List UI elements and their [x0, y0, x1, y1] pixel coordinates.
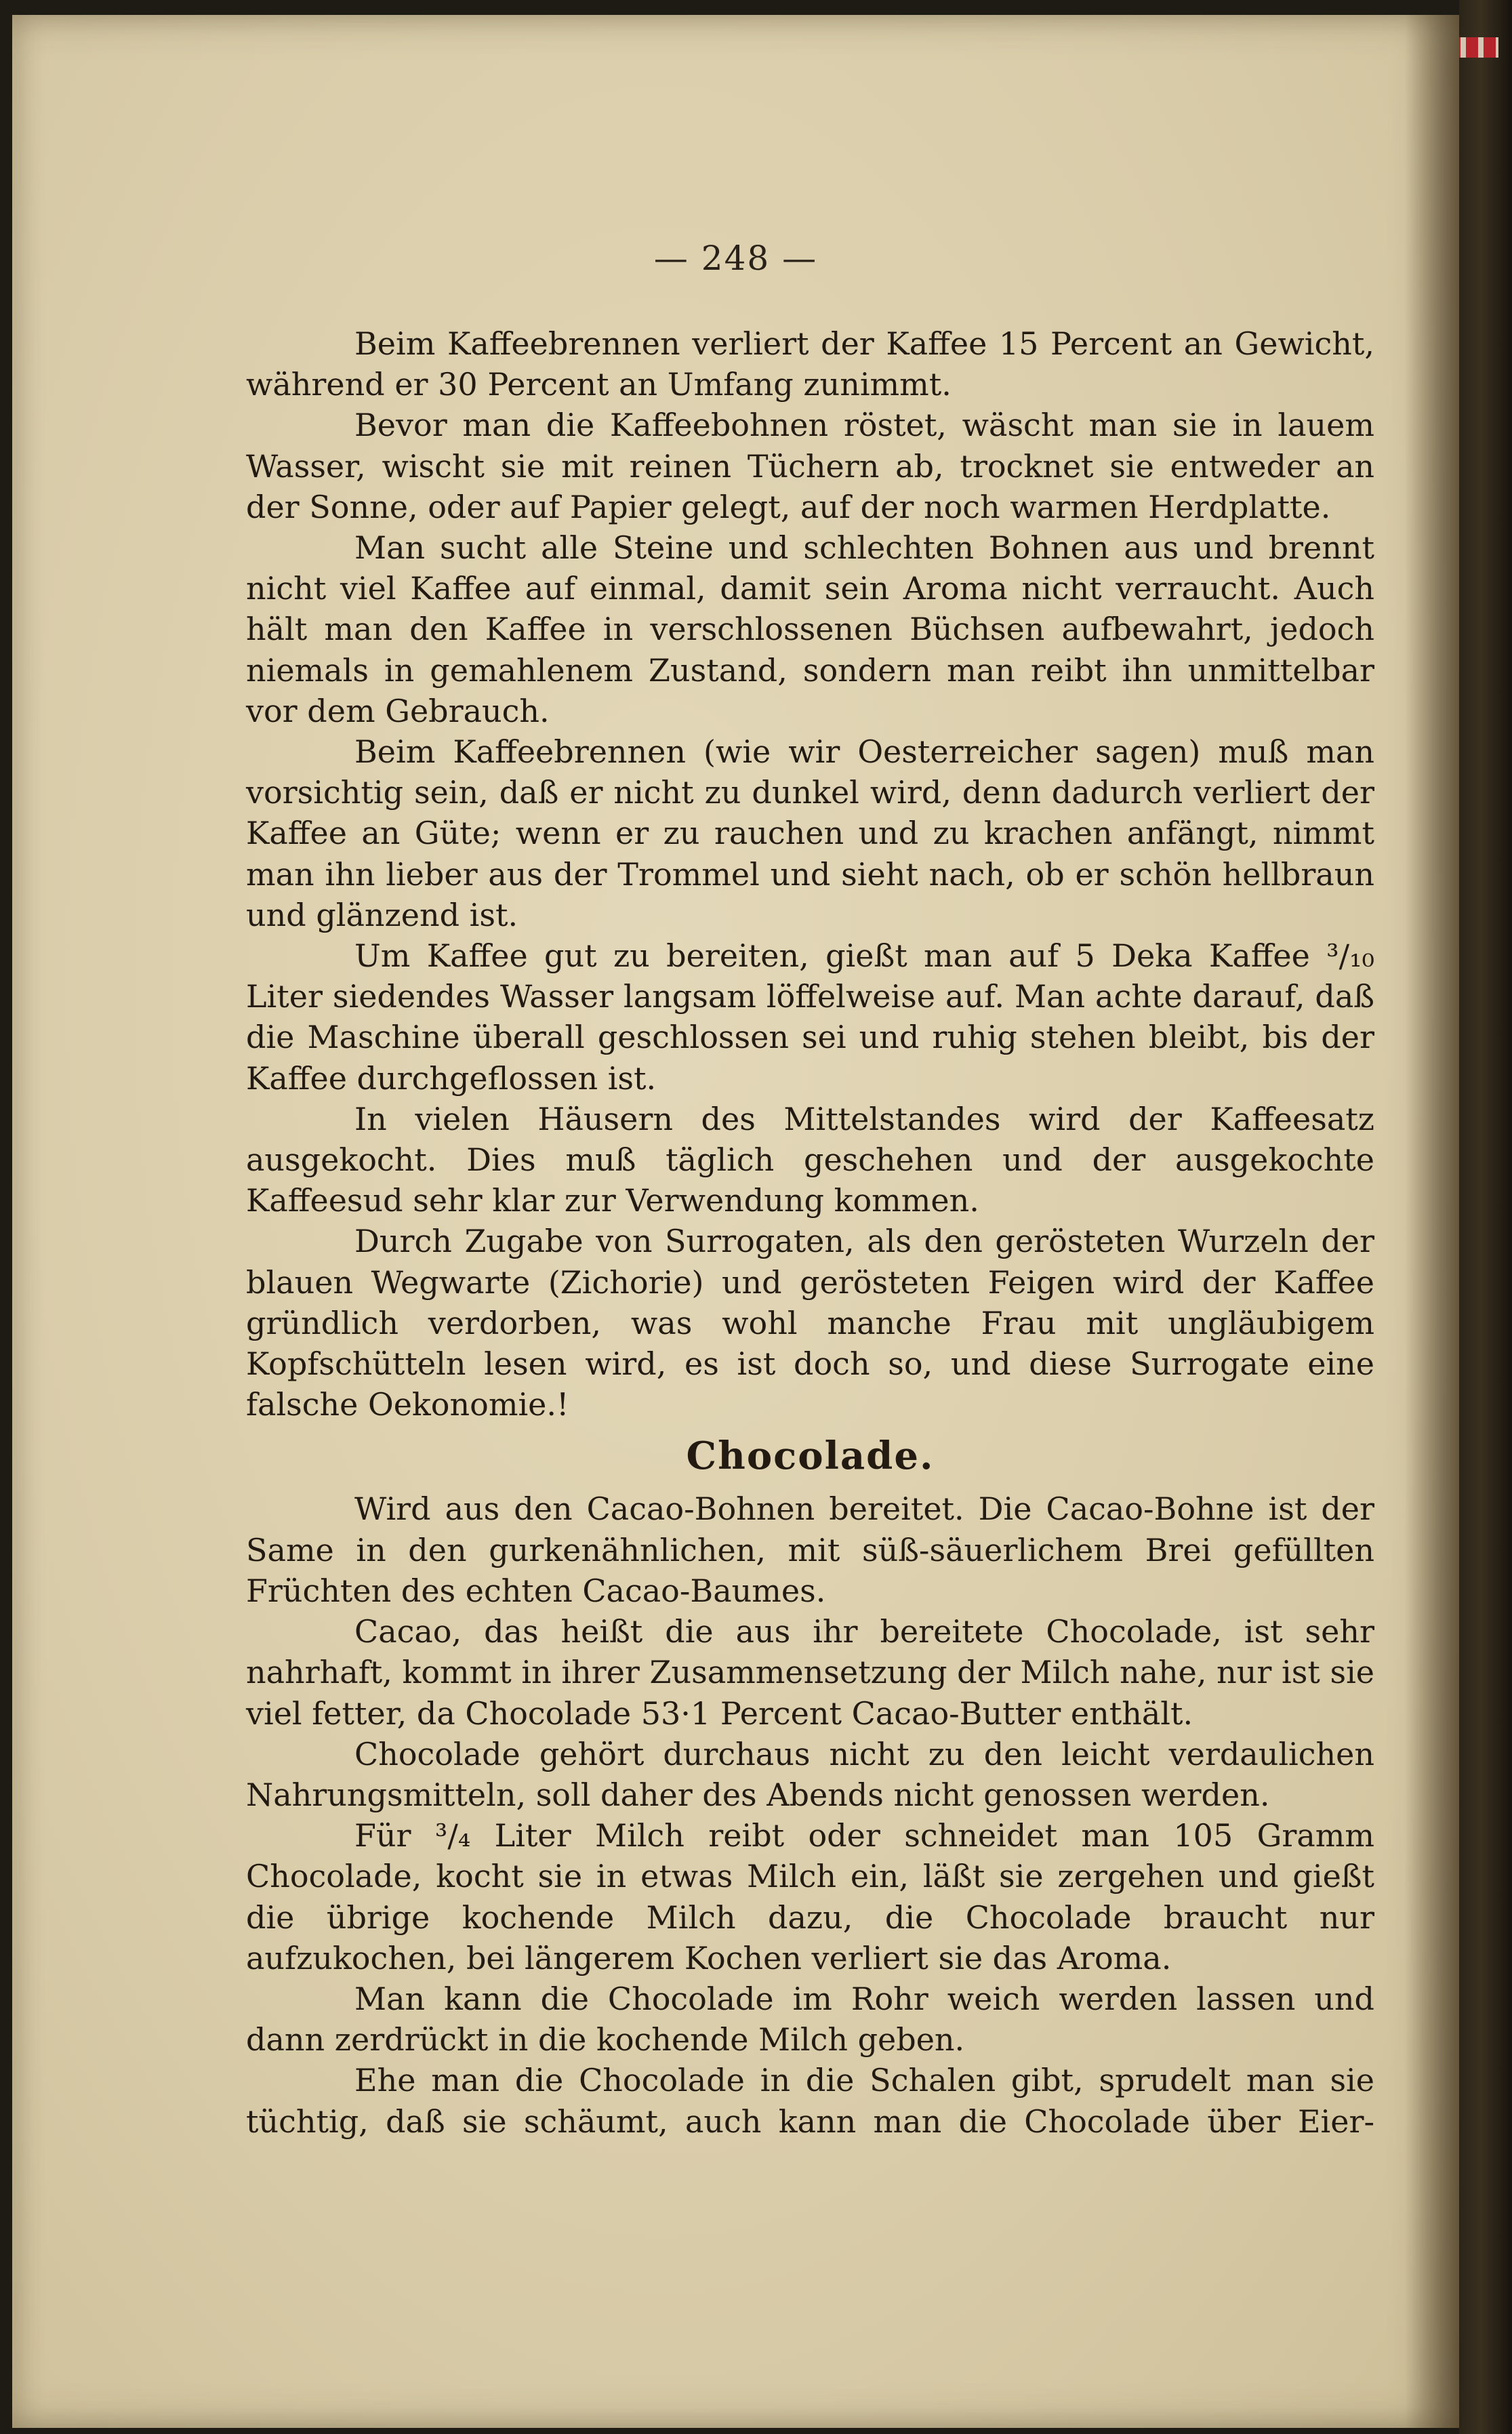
page-body	[246, 323, 1374, 2142]
paragraph: Beim Kaffeebrennen (wie wir Oesterreicher sagen) muß man vorsichtig sein, daß er nicht zu dunkel wird, denn dadurch verliert der Kaffee an Güte; wenn er zu rauchen und zu krachen anfängt, nimmt man ihn lieber aus der Trommel und sieht nach, ob er schön hellbraun und glänzend ist.	[246, 733, 1374, 933]
paragraph: Für ³/₄ Liter Milch reibt oder schneidet man 105 Gramm Chocolade, kocht sie in etwas Milch ein, läßt sie zergehen und gießt die übrige kochende Milch dazu, die Chocolade braucht nur aufzukochen, bei längerem Kochen verliert sie das Aroma.	[246, 1817, 1374, 1976]
paragraph: Man sucht alle Steine und schlechten Bohnen aus und brennt nicht viel Kaffee auf einmal, damit sein Aroma nicht verraucht. Auch hält man den Kaffee in verschlossenen Büchsen aufbewahrt, jedoch niemals in gemahlenem Zustand, sondern man reibt ihn unmittelbar vor dem Gebrauch.	[246, 529, 1374, 729]
paragraph: Bevor man die Kaffeebohnen röstet, wäscht man sie in lauem Wasser, wischt sie mit reinen Tüchern ab, trocknet sie entweder an der Sonne, oder auf Papier gelegt, auf der noch warmen Herdplatte.	[246, 407, 1374, 525]
section-heading: Chocolade.	[686, 1434, 935, 1479]
paragraph: Cacao, das heißt die aus ihr bereitete Chocolade, ist sehr nahrhaft, kommt in ihrer Zusammensetzung der Milch nahe, nur ist sie viel fetter, da Chocolade 53·1 Percent Cacao-Butter enthält.	[246, 1613, 1374, 1732]
paragraph: Chocolade gehört durchaus nicht zu den leicht verdaulichen Nahrungsmitteln, soll daher des Abends nicht genossen werden.	[246, 1735, 1374, 1813]
book-binding	[1459, 0, 1512, 2434]
paragraph: Um Kaffee gut zu bereiten, gießt man auf 5 Deka Kaffee ³/₁₀ Liter siedendes Wasser langsam löffelweise auf. Man achte darauf, daß die Maschine überall geschlossen sei und ruhig stehen bleibt, bis der Kaffee durchgeflossen ist.	[246, 937, 1374, 1097]
paragraph: Durch Zugabe von Surrogaten, als den gerösteten Wurzeln der blauen Wegwarte (Zichorie) und gerösteten Feigen wird der Kaffee gründlich verdorben, was wohl manche Frau mit ungläubigem Kopfschütteln lesen wird, es ist doch so, und diese Surrogate eine falsche Oekonomie.!	[246, 1223, 1374, 1423]
paragraph: In vielen Häusern des Mittelstandes wird der Kaffeesatz ausgekocht. Dies muß täglich geschehen und der ausgekochte Kaffeesud sehr klar zur Verwendung kommen.	[246, 1100, 1374, 1219]
page-number: — 248 —	[653, 239, 818, 278]
gutter-shadow	[1405, 15, 1459, 2428]
paragraph: Man kann die Chocolade im Rohr weich werden lassen und dann zerdrückt in die kochende Milch geben.	[246, 1980, 1374, 2058]
paragraph: Beim Kaffeebrennen verliert der Kaffee 15 Percent an Gewicht, während er 30 Percent an Umfang zunimmt.	[246, 325, 1374, 403]
book-page	[12, 15, 1459, 2428]
paragraph: Ehe man die Chocolade in die Schalen gibt, sprudelt man sie tüchtig, daß sie schäumt, auch kann man die Chocolade über Eier-	[246, 2062, 1374, 2140]
paragraph: Wird aus den Cacao-Bohnen bereitet. Die Cacao-Bohne ist der Same in den gurkenähnlichen, mit süß-säuerlichem Brei gefüllten Früchten des echten Cacao-Baumes.	[246, 1490, 1374, 1609]
